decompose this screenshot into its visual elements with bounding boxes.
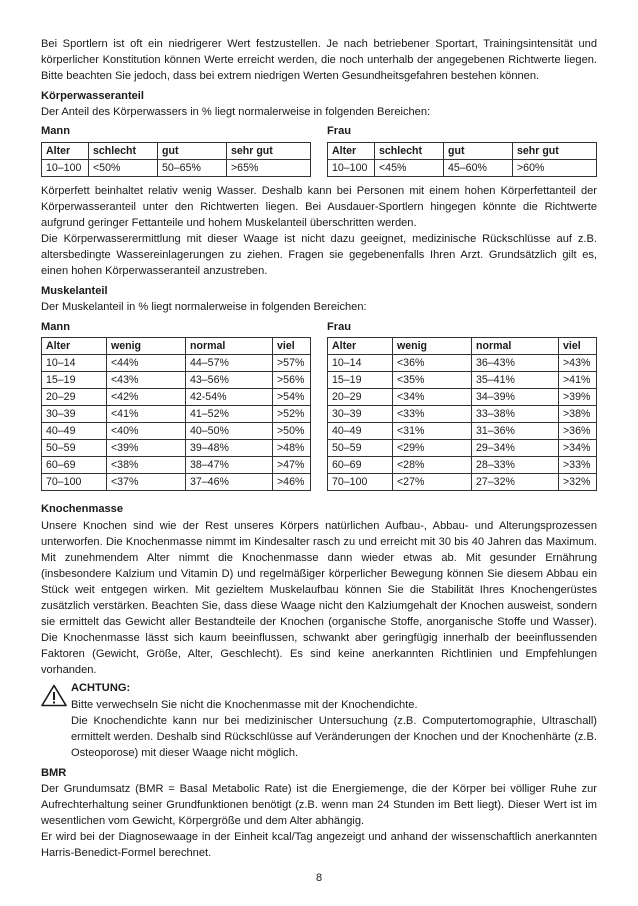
table-cell: 10–14 — [328, 354, 393, 371]
table-row — [328, 405, 597, 422]
muscle-men-label: Mann — [41, 320, 70, 333]
water-women-table — [327, 142, 597, 177]
table-cell: 28–33% — [472, 457, 559, 474]
muscle-women-label: Frau — [327, 320, 352, 333]
table-header-row — [328, 142, 597, 159]
table-row — [42, 159, 311, 176]
table-cell: >36% — [559, 423, 597, 440]
table-cell: >47% — [273, 457, 311, 474]
table-row — [328, 457, 597, 474]
table-cell: >48% — [273, 440, 311, 457]
table-header: Alter — [42, 337, 107, 354]
table-cell: <41% — [107, 405, 186, 422]
table-cell: 50–59 — [42, 440, 107, 457]
table-row — [42, 371, 311, 388]
table-header: schlecht — [375, 142, 444, 159]
table-header: gut — [158, 142, 227, 159]
table-header: Alter — [42, 142, 89, 159]
table-row — [328, 440, 597, 457]
table-row — [328, 388, 597, 405]
table-header: wenig — [393, 337, 472, 354]
table-row — [42, 354, 311, 371]
table-row — [328, 371, 597, 388]
intro-paragraph: Bei Sportlern ist oft ein niedrigerer Wert festzustellen. Je nach betriebener Sportart, Trainingsintensität und körperlicher Konstitution können Werte erreicht werden, die noch unterhalb der angegebenen Richtwerte liegen. Bitte beachten Sie jedoch, dass bei extrem niedrigen Werten Gesundheitsgefahren bestehen können. — [41, 38, 597, 83]
table-cell: 34–39% — [472, 388, 559, 405]
table-cell: 70–100 — [42, 474, 107, 491]
water-women-label: Frau — [327, 125, 352, 138]
table-row — [328, 159, 597, 176]
table-header: viel — [559, 337, 597, 354]
bmr-paragraph: Der Grundumsatz (BMR = Basal Metabolic Rate) ist die Energiemenge, die der Körper bei völliger Ruhe zur Aufrechterhaltung seiner Grundfunktionen benötigt (z.B. wenn man 24 Stunden im Bett liegt). Dieser Wert ist im wesentlichen vom Gewicht, Körpergröße und dem Alter abhängig. — [41, 783, 597, 828]
table-cell: >60% — [513, 159, 597, 176]
table-cell: >56% — [273, 371, 311, 388]
water-women-column — [327, 123, 597, 176]
water-lead: Der Anteil des Körperwassers in % liegt normalerweise in folgenden Bereichen: — [41, 106, 431, 119]
table-cell: 29–34% — [472, 440, 559, 457]
water-paragraph: Körperfett beinhaltet relativ wenig Wasser. Deshalb kann bei Personen mit einem hohen Körperfettanteil der Körperwasseranteil unter den Richtwerten liegen. Bei Ausdauer-Sportlern hingegen könnte die Richtwerte aufgrund geringer Fettanteile und hohem Muskelanteil überschritten werden. — [41, 184, 597, 229]
table-cell: <27% — [393, 474, 472, 491]
table-cell: 50–65% — [158, 159, 227, 176]
table-cell: <37% — [107, 474, 186, 491]
table-cell: <39% — [107, 440, 186, 457]
table-cell: >33% — [559, 457, 597, 474]
table-cell: 36–43% — [472, 354, 559, 371]
table-cell: <33% — [393, 405, 472, 422]
table-cell: 70–100 — [328, 474, 393, 491]
table-header: sehr gut — [227, 142, 311, 159]
table-header: viel — [273, 337, 311, 354]
table-cell: >52% — [273, 405, 311, 422]
bone-paragraph: Unsere Knochen sind wie der Rest unseres Körpers natürlichen Aufbau-, Abbau- und Alterungsprozessen unterworfen. Die Knochenmasse nimmt im Kindesalter rasch zu und erreicht mit 30 bis 40 Jahren das Maximum. Mit zunehmendem Alter nimmt die Knochenmasse dann wieder etwas ab. Mit gesunder Ernährung (insbesondere Kalzium und Vitamin D) und regelmäßiger körperlicher Bewegung können Sie diesem Abbau ein Stück weit entgegen wirken. Mit gezieltem Muskelaufbau können Sie die Stabilität Ihres Knochengerüstes zusätzlich verstärken. Beachten Sie, dass diese Waage nicht den Kalziumgehalt der Knochen ausweist, sondern sie ermittelt das Gewicht aller Bestandteile der Knochen (organische Stoffe, anorganische Stoffe und Wasser). Die Knochenmasse lässt sich kaum beeinflussen, schwankt aber geringfügig innerhalb der beeinflussenden Faktoren (Gewicht, Größe, Alter, Geschlecht). Es sind keine anerkannten Richtlinien und Empfehlungen vorhanden. — [41, 519, 597, 677]
water-tables — [41, 123, 597, 176]
table-cell: 45–60% — [444, 159, 513, 176]
table-cell: >57% — [273, 354, 311, 371]
table-cell: <45% — [375, 159, 444, 176]
table-cell: <34% — [393, 388, 472, 405]
table-header: sehr gut — [513, 142, 597, 159]
table-cell: 38–47% — [186, 457, 273, 474]
table-cell: <40% — [107, 423, 186, 440]
table-row — [42, 388, 311, 405]
table-cell: <38% — [107, 457, 186, 474]
table-header: Alter — [328, 337, 393, 354]
bone-heading: Knochenmasse — [41, 503, 124, 516]
document-page — [41, 36, 597, 862]
table-cell: 20–29 — [328, 388, 393, 405]
table-header: gut — [444, 142, 513, 159]
table-cell: 15–19 — [42, 371, 107, 388]
table-row — [42, 457, 311, 474]
table-cell: >46% — [273, 474, 311, 491]
warning-box — [41, 680, 597, 760]
table-cell: 31–36% — [472, 423, 559, 440]
table-cell: 60–69 — [42, 457, 107, 474]
page-number: 8 — [315, 872, 323, 884]
table-cell: >34% — [559, 440, 597, 457]
table-row — [328, 474, 597, 491]
table-cell: 39–48% — [186, 440, 273, 457]
table-cell: <44% — [107, 354, 186, 371]
table-cell: 35–41% — [472, 371, 559, 388]
muscle-heading: Muskelanteil — [41, 285, 108, 298]
water-men-column — [41, 123, 311, 176]
table-cell: <42% — [107, 388, 186, 405]
table-cell: 40–49 — [42, 423, 107, 440]
table-cell: 20–29 — [42, 388, 107, 405]
warning-title: ACHTUNG: — [71, 682, 131, 695]
table-cell: 43–56% — [186, 371, 273, 388]
table-cell: <29% — [393, 440, 472, 457]
bmr-heading: BMR — [41, 766, 67, 779]
table-cell: <43% — [107, 371, 186, 388]
table-cell: >41% — [559, 371, 597, 388]
table-cell: <50% — [89, 159, 158, 176]
table-cell: 30–39 — [328, 405, 393, 422]
table-cell: <28% — [393, 457, 472, 474]
table-cell: >65% — [227, 159, 311, 176]
table-row — [42, 440, 311, 457]
table-cell: 60–69 — [328, 457, 393, 474]
table-cell: 50–59 — [328, 440, 393, 457]
table-row — [42, 474, 311, 491]
table-cell: 10–100 — [42, 159, 89, 176]
table-row — [42, 423, 311, 440]
water-paragraph-2: Die Körperwasserermittlung mit dieser Waage ist nicht dazu geeignet, medizinische Rückschlüsse auf z.B. altersbedingte Wassereinlagerungen zu ziehen. Fragen sie gegebenenfalls Ihren Arzt. Grundsätzlich gilt es, einen hohen Körperwasseranteil anzustreben. — [41, 233, 597, 278]
table-cell: >43% — [559, 354, 597, 371]
table-cell: 30–39 — [42, 405, 107, 422]
table-cell: >39% — [559, 388, 597, 405]
table-row — [328, 423, 597, 440]
warning-body — [71, 680, 597, 760]
water-men-table — [41, 142, 311, 177]
table-cell: <35% — [393, 371, 472, 388]
table-cell: >50% — [273, 423, 311, 440]
table-header: Alter — [328, 142, 375, 159]
table-cell: >38% — [559, 405, 597, 422]
table-cell: <31% — [393, 423, 472, 440]
table-header-row — [42, 337, 311, 354]
table-row — [328, 354, 597, 371]
table-cell: <36% — [393, 354, 472, 371]
bmr-paragraph-2: Er wird bei der Diagnosewaage in der Einheit kcal/Tag angezeigt und anhand der wissenschaftlich anerkannten Harris-Benedict-Formel berechnet. — [41, 831, 597, 860]
table-header: schlecht — [89, 142, 158, 159]
table-cell: >54% — [273, 388, 311, 405]
muscle-women-table — [327, 337, 597, 492]
table-cell: >32% — [559, 474, 597, 491]
table-header: normal — [186, 337, 273, 354]
muscle-lead: Der Muskelanteil in % liegt normalerweise in folgenden Bereichen: — [41, 301, 367, 314]
table-cell: 37–46% — [186, 474, 273, 491]
table-cell: 42-54% — [186, 388, 273, 405]
table-cell: 44–57% — [186, 354, 273, 371]
table-header: wenig — [107, 337, 186, 354]
table-header-row — [328, 337, 597, 354]
table-row — [42, 405, 311, 422]
table-cell: 40–49 — [328, 423, 393, 440]
table-cell: 10–100 — [328, 159, 375, 176]
table-cell: 40–50% — [186, 423, 273, 440]
table-cell: 41–52% — [186, 405, 273, 422]
warning-line-1: Bitte verwechseln Sie nicht die Knochenmasse mit der Knochendichte. — [71, 698, 418, 711]
muscle-men-column — [41, 319, 311, 492]
muscle-women-column — [327, 319, 597, 492]
warning-triangle-icon — [41, 680, 71, 760]
muscle-tables — [41, 319, 597, 492]
warning-line-2: Die Knochendichte kann nur bei medizinischer Untersuchung (z.B. Computertomographie, Ultraschall) ermittelt werden. Deshalb sind Rückschlüsse auf Veränderungen der Knochen und der Knochenhärte (z.B. Osteoporose) mit dieser Waage nicht möglich. — [71, 714, 597, 759]
water-men-label: Mann — [41, 125, 70, 138]
table-cell: 15–19 — [328, 371, 393, 388]
table-header-row — [42, 142, 311, 159]
table-cell: 33–38% — [472, 405, 559, 422]
water-heading: Körperwasseranteil — [41, 90, 144, 103]
table-header: normal — [472, 337, 559, 354]
muscle-men-table — [41, 337, 311, 492]
table-cell: 27–32% — [472, 474, 559, 491]
table-cell: 10–14 — [42, 354, 107, 371]
